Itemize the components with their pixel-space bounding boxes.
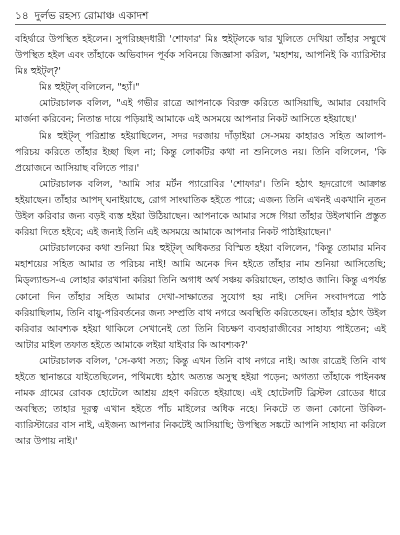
- paragraph: মোটরচালকের কথা শুনিয়া মিঃ হুইট্‌ল্‌ অধিকতর বিস্মিত হইয়া বলিলেন, 'কিন্তু তোমার মনিব মহাশয়ের সহিত আমার ত পরিচয় নাই! আমি অনেক দিন হইতে তাঁহার নাম শুনিয়া আসিতেছি; মিড্‌ল্যান্ডস-এ লোহার কারখানা করিয়া তিনি অগাধ অর্থ সঞ্চয় করিয়াছেন, তাহাও জানি। কিন্তু এপর্যন্ত কোনো দিন তাঁহার সহিত আমার দেখা-সাক্ষাতের সুযোগ হয় নাই। সেদিন সংবাদপত্রে পাঠ করিয়াছিলাম, তিনি বায়ু-পরিবর্তনের জন্য সম্প্রতি বাথ নগরে অবস্থিতি করিতেছেন। তাঁহার হঠাৎ উইল করিবার আবশ্যক হইয়া থাকিলে সেখানেই তো তিনি বিচক্ষণ ব্যবহারাজীবের সাহায্য পাইতেন; এই আটার মাইল তফাত হইতে আমাকে লইয়া যাইবার কি আবশ্যক?': [15, 243, 386, 351]
- running-title: দুর্লভ রহস্য রোমাঞ্চ একাদশ: [34, 10, 149, 22]
- paragraph: মোটরচালক বলিল, 'সে-কথা সত্য; কিন্তু এখন তিনি বাথ নগরে নাই। আজ রাত্রেই তিনি বাথ হইতে স্থানান্তরে যাইতেছিলেন, পথিমধ্যে হঠাৎ অত্যন্ত অসুস্থ হইয়া পড়েন; অগত্যা তাঁহাকে পাইনকম্ব নামক গ্রামের রোবক হোটেলে আশ্রয় গ্রহণ করিতে হইয়াছে। এই হোটেলটি ব্রিস্টল রোডের ধারে অবস্থিত; তাহার দূরত্ব এখান হইতে পাঁচ মাইলের অধিক নহে। নিকটে ত জনা কোনো উকিল-ব্যারিস্টারের বাস নাই, এইজন্য আপনার নিকটেই আসিয়াছি; উপস্থিত সঙ্কটে আপনি সাহায্য না করিলে আর উপায় নাই।': [15, 355, 386, 448]
- paragraph: মোটরচালক বলিল, 'আমি সার মর্টন প্যারোবির 'শোফার'। তিনি হঠাৎ হৃদরোগে আক্রান্ত হইয়াছেন। তাঁহার আপদ্ ঘনাইয়াছে, রোগ সাংঘাতিক হইতে পারে; এজন্য তিনি এখনই একখানি নূতন উইল করিবার জন্য বড়ই ব্যস্ত হইয়া উঠিয়াছেন। আপনাকে আমার সঙ্গে গিয়া তাঁহার উইলখানি প্রস্তুত করিয়া দিতে হইবে; এই জন্যই তিনি এই অসময়ে আমাকে আপনার নিকট পাঠাইয়াছেন।': [15, 178, 386, 239]
- paragraph: মিঃ হুইট্‌ল্‌ পরিশ্রান্ত হইয়াছিলেন, সদর দরজায় দাঁড়াইয়া সে-সময় কাহারও সহিত আলাপ-পরিচয় করিতে তাঁহার ইচ্ছা ছিল না; কিন্তু লোকটির কথা না শুনিলেও নয়। তিনি বলিলেন, 'কি প্রয়োজনে আসিয়াছ বলিতে পার।': [15, 130, 386, 174]
- running-header: [15, 9, 386, 25]
- page-number: ১৪: [15, 10, 29, 22]
- paragraph: মিঃ হুইট্‌ল্‌ বলিলেন, "হ্যাঁ।": [39, 82, 140, 94]
- body-text: [15, 32, 386, 450]
- paragraph-continued: বহির্দ্বারে উপস্থিত হইলেন। সুপরিচ্ছদধারী 'শোফার' মিঃ হুইট্‌লকে দ্বার খুলিতে দেখিয়া তাঁহার সম্মুখে উপস্থিত হইল এবং তাঁহাকে অভিবাদন পূর্বক সবিনয়ে জিজ্ঞাসা করিল, 'মহাশয়, আপনিই কি ব্যারিস্টার মিঃ হুইট্‌ল্‌?': [15, 34, 386, 78]
- paragraph: মোটরচালক বলিল, "এই গভীর রাত্রে আপনাকে বিরক্ত করিতে আসিয়াছি, আমার বেয়াদবি মার্জনা করিবেন; নিতান্ত দায়ে পড়িয়াই আমাকে এই অসময়ে আপনার নিকট আসিতে হইয়াছে।': [15, 98, 386, 126]
